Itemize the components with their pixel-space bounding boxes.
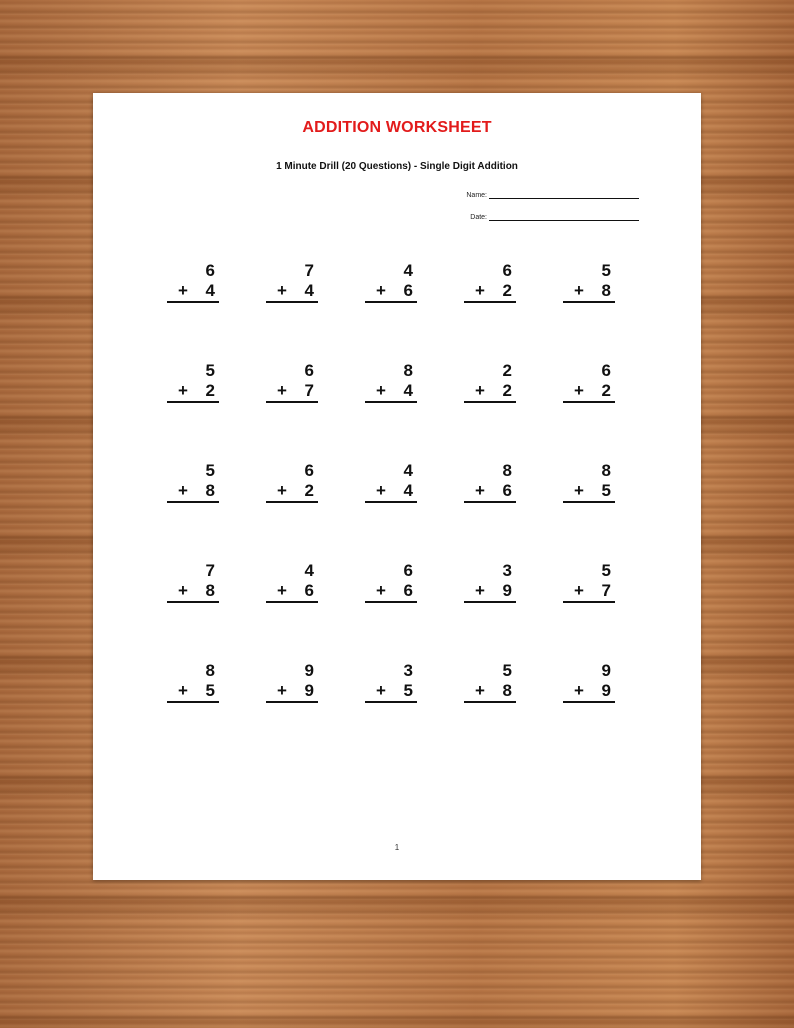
bottom-addend: 2 — [502, 281, 512, 300]
top-addend: 5 — [205, 361, 215, 380]
addition-problem — [563, 361, 615, 404]
plus-sign: + — [574, 481, 584, 500]
bottom-row — [167, 481, 219, 503]
plus-sign: + — [277, 581, 287, 600]
date-field — [443, 212, 639, 221]
top-addend: 4 — [403, 261, 413, 280]
bottom-addend: 5 — [205, 681, 215, 700]
bottom-addend: 9 — [502, 581, 512, 600]
plus-sign: + — [178, 581, 188, 600]
bottom-row — [365, 681, 417, 703]
name-line — [489, 190, 639, 199]
bottom-addend: 6 — [502, 481, 512, 500]
bottom-addend: 7 — [304, 381, 314, 400]
addition-problem — [563, 261, 615, 304]
bottom-row — [464, 681, 516, 703]
worksheet-subtitle: 1 Minute Drill (20 Questions) - Single Digit Addition — [276, 161, 518, 172]
bottom-row — [563, 581, 615, 603]
top-addend: 4 — [403, 461, 413, 480]
addition-problem — [464, 461, 516, 504]
addition-problem — [167, 261, 219, 304]
bottom-row — [563, 681, 615, 703]
plus-sign: + — [574, 681, 584, 700]
plus-sign: + — [277, 381, 287, 400]
bottom-row — [266, 281, 318, 303]
plus-sign: + — [475, 381, 485, 400]
top-addend: 6 — [304, 361, 314, 380]
bottom-addend: 6 — [304, 581, 314, 600]
bottom-addend: 4 — [205, 281, 215, 300]
bottom-addend: 4 — [304, 281, 314, 300]
bottom-addend: 8 — [205, 481, 215, 500]
plus-sign: + — [376, 281, 386, 300]
bottom-addend: 2 — [601, 381, 611, 400]
top-addend: 6 — [502, 261, 512, 280]
addition-problem — [464, 561, 516, 604]
plus-sign: + — [178, 281, 188, 300]
bottom-addend: 6 — [403, 281, 413, 300]
top-addend: 9 — [601, 661, 611, 680]
top-addend: 6 — [403, 561, 413, 580]
bottom-row — [464, 281, 516, 303]
addition-problem — [365, 661, 417, 704]
addition-problem — [167, 361, 219, 404]
bottom-addend: 9 — [601, 681, 611, 700]
plus-sign: + — [574, 581, 584, 600]
addition-problem — [266, 361, 318, 404]
addition-problem — [365, 561, 417, 604]
bottom-row — [365, 581, 417, 603]
top-addend: 6 — [304, 461, 314, 480]
addition-problem — [365, 461, 417, 504]
bottom-row — [266, 481, 318, 503]
addition-problem — [365, 361, 417, 404]
addition-problem — [563, 661, 615, 704]
addition-problem — [464, 661, 516, 704]
bottom-row — [266, 381, 318, 403]
top-addend: 3 — [403, 661, 413, 680]
addition-problem — [266, 261, 318, 304]
plus-sign: + — [376, 381, 386, 400]
bottom-row — [167, 581, 219, 603]
bottom-row — [167, 381, 219, 403]
page-number: 1 — [394, 843, 400, 852]
worksheet-title: ADDITION WORKSHEET — [302, 119, 492, 136]
plus-sign: + — [277, 681, 287, 700]
bottom-addend: 2 — [205, 381, 215, 400]
bottom-row — [365, 381, 417, 403]
addition-problem — [563, 461, 615, 504]
top-addend: 3 — [502, 561, 512, 580]
bottom-addend: 8 — [601, 281, 611, 300]
addition-problem — [266, 461, 318, 504]
problem-grid — [167, 261, 615, 704]
top-addend: 5 — [502, 661, 512, 680]
addition-problem — [167, 461, 219, 504]
plus-sign: + — [178, 381, 188, 400]
plus-sign: + — [277, 481, 287, 500]
bottom-addend: 5 — [601, 481, 611, 500]
plus-sign: + — [475, 481, 485, 500]
bottom-addend: 4 — [403, 481, 413, 500]
bottom-row — [266, 681, 318, 703]
top-addend: 7 — [304, 261, 314, 280]
bottom-addend: 2 — [304, 481, 314, 500]
bottom-row — [167, 281, 219, 303]
plus-sign: + — [376, 581, 386, 600]
bottom-addend: 9 — [304, 681, 314, 700]
top-addend: 5 — [601, 561, 611, 580]
top-addend: 6 — [601, 361, 611, 380]
plus-sign: + — [178, 481, 188, 500]
plus-sign: + — [574, 281, 584, 300]
top-addend: 4 — [304, 561, 314, 580]
bottom-addend: 8 — [502, 681, 512, 700]
bottom-row — [167, 681, 219, 703]
plus-sign: + — [475, 681, 485, 700]
plus-sign: + — [475, 581, 485, 600]
bottom-row — [464, 581, 516, 603]
top-addend: 5 — [601, 261, 611, 280]
addition-problem — [266, 661, 318, 704]
addition-problem — [266, 561, 318, 604]
plus-sign: + — [376, 481, 386, 500]
top-addend: 8 — [502, 461, 512, 480]
addition-problem — [167, 661, 219, 704]
bottom-row — [266, 581, 318, 603]
name-label: Name: — [466, 192, 487, 199]
bottom-addend: 2 — [502, 381, 512, 400]
top-addend: 8 — [205, 661, 215, 680]
worksheet-page — [93, 93, 701, 880]
bottom-row — [464, 481, 516, 503]
top-addend: 6 — [205, 261, 215, 280]
addition-problem — [464, 261, 516, 304]
bottom-addend: 7 — [601, 581, 611, 600]
top-addend: 8 — [403, 361, 413, 380]
name-field — [443, 190, 639, 199]
addition-problem — [464, 361, 516, 404]
bottom-row — [563, 281, 615, 303]
bottom-row — [563, 381, 615, 403]
addition-problem — [563, 561, 615, 604]
top-addend: 9 — [304, 661, 314, 680]
plus-sign: + — [178, 681, 188, 700]
plus-sign: + — [376, 681, 386, 700]
addition-problem — [167, 561, 219, 604]
top-addend: 2 — [502, 361, 512, 380]
bottom-row — [365, 481, 417, 503]
bottom-row — [365, 281, 417, 303]
bottom-addend: 5 — [403, 681, 413, 700]
top-addend: 7 — [205, 561, 215, 580]
bottom-addend: 8 — [205, 581, 215, 600]
bottom-addend: 4 — [403, 381, 413, 400]
top-addend: 5 — [205, 461, 215, 480]
bottom-addend: 6 — [403, 581, 413, 600]
top-addend: 8 — [601, 461, 611, 480]
plus-sign: + — [277, 281, 287, 300]
bottom-row — [563, 481, 615, 503]
bottom-row — [464, 381, 516, 403]
plus-sign: + — [475, 281, 485, 300]
date-line — [489, 212, 639, 221]
addition-problem — [365, 261, 417, 304]
plus-sign: + — [574, 381, 584, 400]
date-label: Date: — [470, 214, 487, 221]
